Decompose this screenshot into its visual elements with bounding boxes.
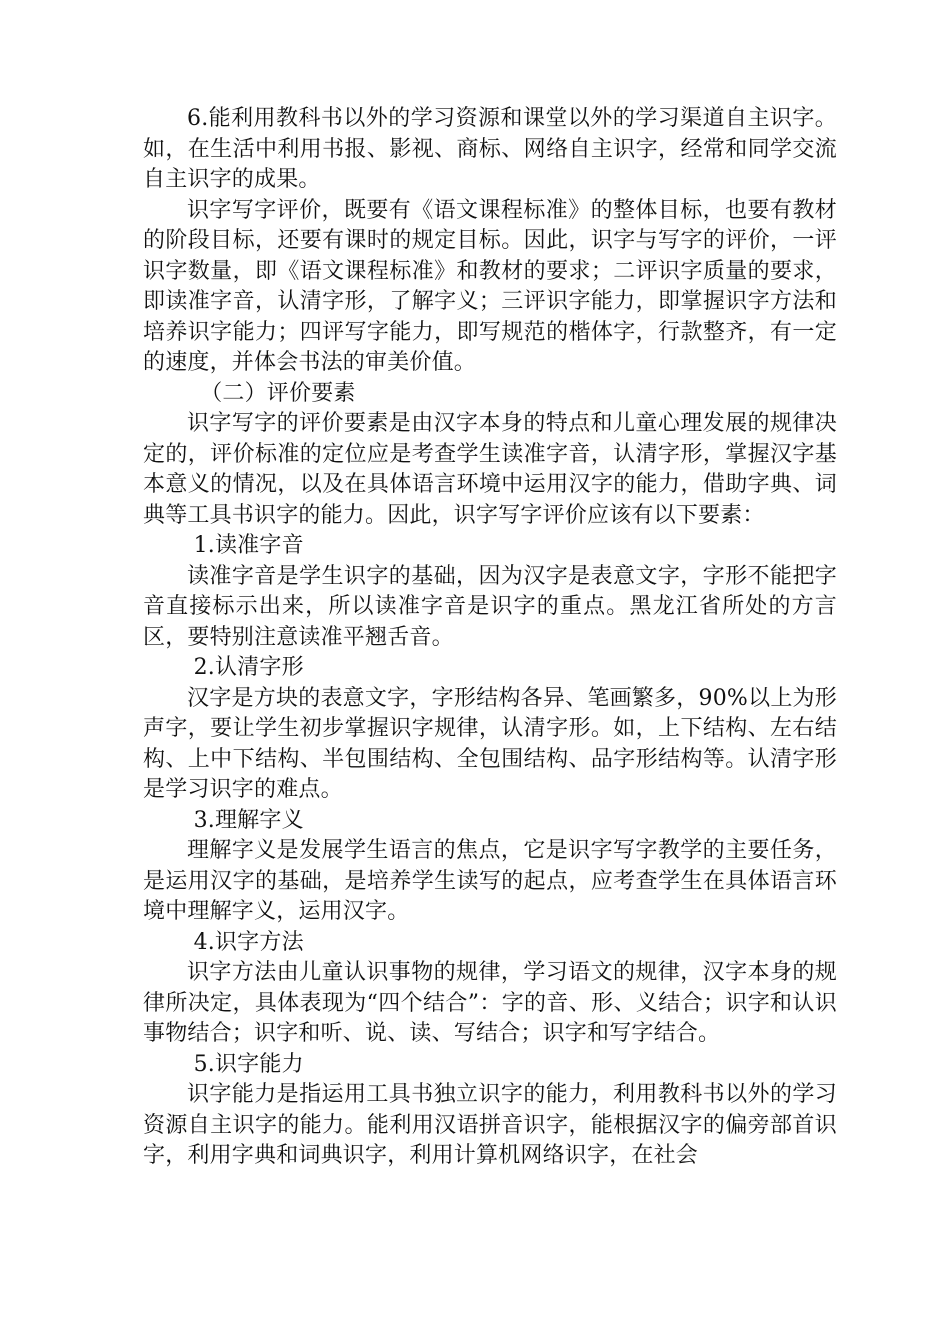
section-heading-evaluation-elements: （二）评价要素 [200, 380, 356, 406]
subheading-ability: 5.识字能力 [193, 1051, 304, 1077]
document-page [143, 104, 837, 1172]
paragraph-6-resources: 6.能利用教科书以外的学习资源和课堂以外的学习渠道自主识字。如，在生活中利用书报、影视、商标、网络自主识字，经常和同学交流自主识字的成果。 [143, 106, 837, 192]
paragraph-elements-intro: 识字写字的评价要素是由汉字本身的特点和儿童心理发展的规律决定的，评价标准的定位应是考查学生读准字音，认清字形，掌握汉字基本意义的情况，以及在具体语言环境中运用汉字的能力，借助字典、词典等工具书识字的能力。因此，识字写字评价应该有以下要素： [143, 411, 837, 528]
subheading-meaning: 3.理解字义 [193, 807, 304, 833]
paragraph-evaluation-overview: 识字写字评价，既要有《语文课程标准》的整体目标，也要有教材的阶段目标，还要有课时的规定目标。因此，识字与写字的评价，一评识字数量，即《语文课程标准》和教材的要求；二评识字质量的要求，即读准字音，认清字形，了解字义；三评识字能力，即掌握识字方法和培养识字能力；四评写字能力，即写规范的楷体字，行款整齐，有一定的速度，并体会书法的审美价值。 [143, 197, 837, 375]
paragraph-methods: 识字方法由儿童认识事物的规律，学习语文的规律，汉字本身的规律所决定，具体表现为“四个结合”：字的音、形、义结合；识字和认识事物结合；识字和听、说、读、写结合；识字和写字结合。 [143, 960, 837, 1046]
subheading-character-shape: 2.认清字形 [193, 655, 304, 680]
paragraph-ability: 识字能力是指运用工具书独立识字的能力，利用教科书以外的学习资源自主识字的能力。能利用汉语拼音识字，能根据汉字的偏旁部首识字，利用字典和词典识字，利用计算机网络识字，在社会 [143, 1082, 837, 1168]
paragraph-meaning: 理解字义是发展学生语言的焦点，它是识字写字教学的主要任务，是运用汉字的基础，是培养学生读写的起点，应考查学生在具体语言环境中理解字义，运用汉字。 [143, 838, 837, 924]
paragraph-character-shape: 汉字是方块的表意文字，字形结构各异、笔画繁多，90%以上为形声字，要让学生初步掌握识字规律，认清字形。如，上下结构、左右结构、上中下结构、半包围结构、全包围结构、品字形结构等。认清字形是学习识字的难点。 [143, 685, 837, 802]
subheading-methods: 4.识字方法 [193, 929, 304, 955]
subheading-pronunciation: 1.读准字音 [193, 533, 304, 558]
paragraph-pronunciation: 读准字音是学生识字的基础，因为汉字是表意文字，字形不能把字音直接标示出来，所以读准字音是识字的重点。黑龙江省所处的方言区，要特别注意读准平翘舌音。 [143, 563, 837, 650]
